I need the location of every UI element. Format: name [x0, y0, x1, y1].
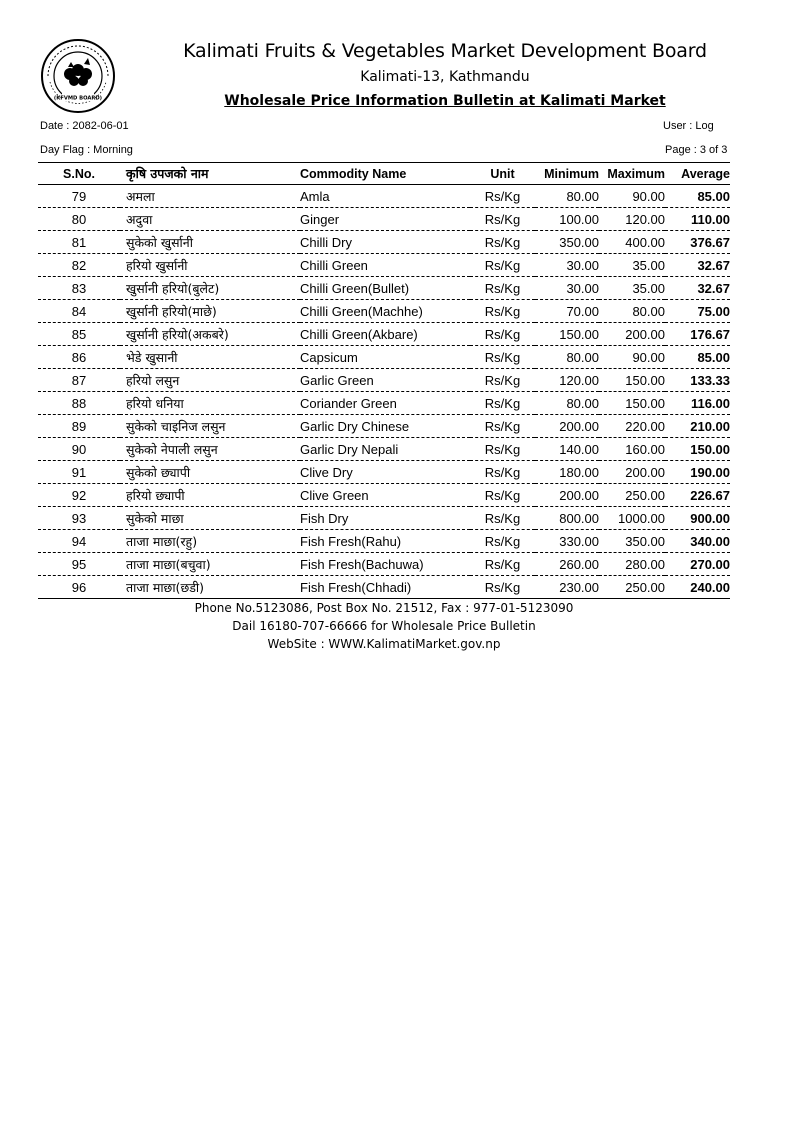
cell-commodity-name: Garlic Dry Nepali: [300, 438, 470, 461]
cell-commodity-nepali: सुकेको खुर्सानी: [120, 231, 300, 254]
cell-minimum: 800.00: [535, 507, 599, 530]
cell-minimum: 350.00: [535, 231, 599, 254]
cell-minimum: 180.00: [535, 461, 599, 484]
cell-commodity-name: Amla: [300, 185, 470, 208]
cell-commodity-name: Chilli Green(Machhe): [300, 300, 470, 323]
header-commodity-name: Commodity Name: [300, 163, 470, 185]
table-row: [38, 231, 730, 254]
cell-commodity-nepali: सुकेको नेपाली लसुन: [120, 438, 300, 461]
cell-unit: Rs/Kg: [470, 208, 535, 231]
cell-commodity-name: Garlic Dry Chinese: [300, 415, 470, 438]
cell-unit: Rs/Kg: [470, 277, 535, 300]
svg-text:(KFVMD BOARD): (KFVMD BOARD): [53, 95, 103, 102]
day-flag: Day Flag : Morning: [40, 144, 133, 156]
cell-minimum: 200.00: [535, 484, 599, 507]
table-row: [38, 277, 730, 300]
cell-sno: 85: [38, 323, 120, 346]
cell-commodity-name: Chilli Green(Akbare): [300, 323, 470, 346]
cell-maximum: 1000.00: [599, 507, 665, 530]
footer-website: WebSite : WWW.KalimatiMarket.gov.np: [267, 637, 501, 651]
header-commodity-nepali: कृषि उपजको नाम: [120, 163, 300, 185]
cell-commodity-nepali: सुकेको चाइनिज लसुन: [120, 415, 300, 438]
cell-commodity-name: Fish Dry: [300, 507, 470, 530]
cell-commodity-nepali: ताजा माछा(बचुवा): [120, 553, 300, 576]
cell-unit: Rs/Kg: [470, 231, 535, 254]
cell-unit: Rs/Kg: [470, 323, 535, 346]
cell-maximum: 150.00: [599, 369, 665, 392]
header-maximum: Maximum: [599, 163, 665, 185]
cell-commodity-nepali: हरियो धनिया: [120, 392, 300, 415]
cell-average: 190.00: [665, 461, 730, 484]
cell-commodity-nepali: सुकेको माछा: [120, 507, 300, 530]
board-location: Kalimati-13, Kathmandu: [360, 69, 530, 85]
header-minimum: Minimum: [535, 163, 599, 185]
cell-commodity-name: Chilli Green(Bullet): [300, 277, 470, 300]
cell-commodity-nepali: खुर्सानी हरियो(बुलेट): [120, 277, 300, 300]
cell-average: 110.00: [665, 208, 730, 231]
report-user: User : Log: [663, 120, 714, 132]
cell-commodity-name: Fish Fresh(Bachuwa): [300, 553, 470, 576]
table-row: [38, 415, 730, 438]
cell-average: 133.33: [665, 369, 730, 392]
header-unit: Unit: [470, 163, 535, 185]
cell-commodity-name: Fish Fresh(Rahu): [300, 530, 470, 553]
cell-minimum: 30.00: [535, 277, 599, 300]
cell-average: 210.00: [665, 415, 730, 438]
cell-commodity-nepali: खुर्सानी हरियो(माछे): [120, 300, 300, 323]
cell-unit: Rs/Kg: [470, 346, 535, 369]
cell-commodity-nepali: हरियो खुर्सानी: [120, 254, 300, 277]
table-row: [38, 438, 730, 461]
cell-sno: 95: [38, 553, 120, 576]
cell-maximum: 120.00: [599, 208, 665, 231]
cell-minimum: 120.00: [535, 369, 599, 392]
cell-average: 75.00: [665, 300, 730, 323]
table-row: [38, 323, 730, 346]
cell-minimum: 80.00: [535, 392, 599, 415]
cell-average: 176.67: [665, 323, 730, 346]
seal-icon: [40, 38, 116, 114]
cell-unit: Rs/Kg: [470, 392, 535, 415]
cell-commodity-nepali: हरियो छ्यापी: [120, 484, 300, 507]
cell-sno: 79: [38, 185, 120, 208]
cell-sno: 89: [38, 415, 120, 438]
cell-sno: 80: [38, 208, 120, 231]
cell-average: 116.00: [665, 392, 730, 415]
cell-minimum: 30.00: [535, 254, 599, 277]
cell-average: 340.00: [665, 530, 730, 553]
cell-commodity-name: Clive Green: [300, 484, 470, 507]
cell-sno: 88: [38, 392, 120, 415]
table-row: [38, 392, 730, 415]
cell-commodity-name: Clive Dry: [300, 461, 470, 484]
cell-sno: 83: [38, 277, 120, 300]
cell-commodity-nepali: अदुवा: [120, 208, 300, 231]
cell-unit: Rs/Kg: [470, 300, 535, 323]
table-row: [38, 461, 730, 484]
cell-sno: 91: [38, 461, 120, 484]
table-row: [38, 369, 730, 392]
cell-minimum: 230.00: [535, 576, 599, 599]
cell-minimum: 150.00: [535, 323, 599, 346]
table-row: [38, 484, 730, 507]
cell-maximum: 200.00: [599, 323, 665, 346]
cell-average: 270.00: [665, 553, 730, 576]
cell-minimum: 330.00: [535, 530, 599, 553]
cell-maximum: 250.00: [599, 484, 665, 507]
cell-sno: 92: [38, 484, 120, 507]
cell-sno: 93: [38, 507, 120, 530]
cell-average: 240.00: [665, 576, 730, 599]
cell-unit: Rs/Kg: [470, 484, 535, 507]
cell-sno: 82: [38, 254, 120, 277]
cell-minimum: 80.00: [535, 346, 599, 369]
cell-unit: Rs/Kg: [470, 185, 535, 208]
cell-unit: Rs/Kg: [470, 438, 535, 461]
board-title: Kalimati Fruits & Vegetables Market Development Board: [183, 40, 707, 62]
cell-commodity-nepali: सुकेको छ्यापी: [120, 461, 300, 484]
header-sno: S.No.: [38, 163, 120, 185]
cell-maximum: 160.00: [599, 438, 665, 461]
board-logo: [40, 38, 116, 114]
cell-commodity-nepali: अमला: [120, 185, 300, 208]
footer-dial: Dail 16180-707-66666 for Wholesale Price Bulletin: [232, 619, 536, 633]
cell-maximum: 200.00: [599, 461, 665, 484]
table-row: [38, 507, 730, 530]
header-average: Average: [665, 163, 730, 185]
cell-average: 376.67: [665, 231, 730, 254]
cell-sno: 87: [38, 369, 120, 392]
cell-maximum: 280.00: [599, 553, 665, 576]
cell-average: 226.67: [665, 484, 730, 507]
table-row: [38, 208, 730, 231]
cell-maximum: 80.00: [599, 300, 665, 323]
cell-unit: Rs/Kg: [470, 507, 535, 530]
cell-commodity-nepali: भेडे खुसानी: [120, 346, 300, 369]
cell-maximum: 90.00: [599, 346, 665, 369]
price-table: [38, 162, 730, 599]
cell-unit: Rs/Kg: [470, 576, 535, 599]
cell-average: 900.00: [665, 507, 730, 530]
table-row: [38, 185, 730, 208]
cell-average: 32.67: [665, 277, 730, 300]
cell-commodity-name: Ginger: [300, 208, 470, 231]
cell-minimum: 200.00: [535, 415, 599, 438]
cell-commodity-name: Fish Fresh(Chhadi): [300, 576, 470, 599]
cell-maximum: 35.00: [599, 254, 665, 277]
cell-minimum: 80.00: [535, 185, 599, 208]
cell-unit: Rs/Kg: [470, 553, 535, 576]
cell-minimum: 70.00: [535, 300, 599, 323]
cell-maximum: 250.00: [599, 576, 665, 599]
cell-commodity-name: Coriander Green: [300, 392, 470, 415]
cell-maximum: 90.00: [599, 185, 665, 208]
cell-commodity-nepali: हरियो लसुन: [120, 369, 300, 392]
cell-commodity-name: Capsicum: [300, 346, 470, 369]
cell-sno: 96: [38, 576, 120, 599]
cell-unit: Rs/Kg: [470, 530, 535, 553]
table-row: [38, 576, 730, 599]
table-row: [38, 254, 730, 277]
cell-minimum: 100.00: [535, 208, 599, 231]
table-body: [38, 185, 730, 599]
bulletin-title: Wholesale Price Information Bulletin at Kalimati Market: [224, 93, 666, 109]
cell-average: 85.00: [665, 185, 730, 208]
table-header-row: [38, 163, 730, 185]
cell-commodity-nepali: ताजा माछा(छडी): [120, 576, 300, 599]
cell-commodity-nepali: ताजा माछा(रहु): [120, 530, 300, 553]
table-row: [38, 553, 730, 576]
report-date: Date : 2082-06-01: [40, 120, 129, 132]
cell-minimum: 140.00: [535, 438, 599, 461]
cell-commodity-name: Garlic Green: [300, 369, 470, 392]
cell-maximum: 150.00: [599, 392, 665, 415]
cell-minimum: 260.00: [535, 553, 599, 576]
cell-sno: 84: [38, 300, 120, 323]
cell-maximum: 350.00: [599, 530, 665, 553]
cell-sno: 94: [38, 530, 120, 553]
cell-unit: Rs/Kg: [470, 461, 535, 484]
cell-commodity-name: Chilli Green: [300, 254, 470, 277]
cell-maximum: 400.00: [599, 231, 665, 254]
cell-commodity-nepali: खुर्सानी हरियो(अकबरे): [120, 323, 300, 346]
cell-sno: 86: [38, 346, 120, 369]
cell-average: 32.67: [665, 254, 730, 277]
table-row: [38, 300, 730, 323]
cell-sno: 81: [38, 231, 120, 254]
cell-commodity-name: Chilli Dry: [300, 231, 470, 254]
table-row: [38, 530, 730, 553]
page-indicator: Page : 3 of 3: [665, 144, 728, 156]
cell-unit: Rs/Kg: [470, 415, 535, 438]
cell-maximum: 35.00: [599, 277, 665, 300]
cell-sno: 90: [38, 438, 120, 461]
cell-maximum: 220.00: [599, 415, 665, 438]
cell-average: 150.00: [665, 438, 730, 461]
cell-unit: Rs/Kg: [470, 254, 535, 277]
cell-unit: Rs/Kg: [470, 369, 535, 392]
footer-contact: Phone No.5123086, Post Box No. 21512, Fax : 977-01-5123090: [194, 601, 574, 615]
cell-average: 85.00: [665, 346, 730, 369]
table-row: [38, 346, 730, 369]
